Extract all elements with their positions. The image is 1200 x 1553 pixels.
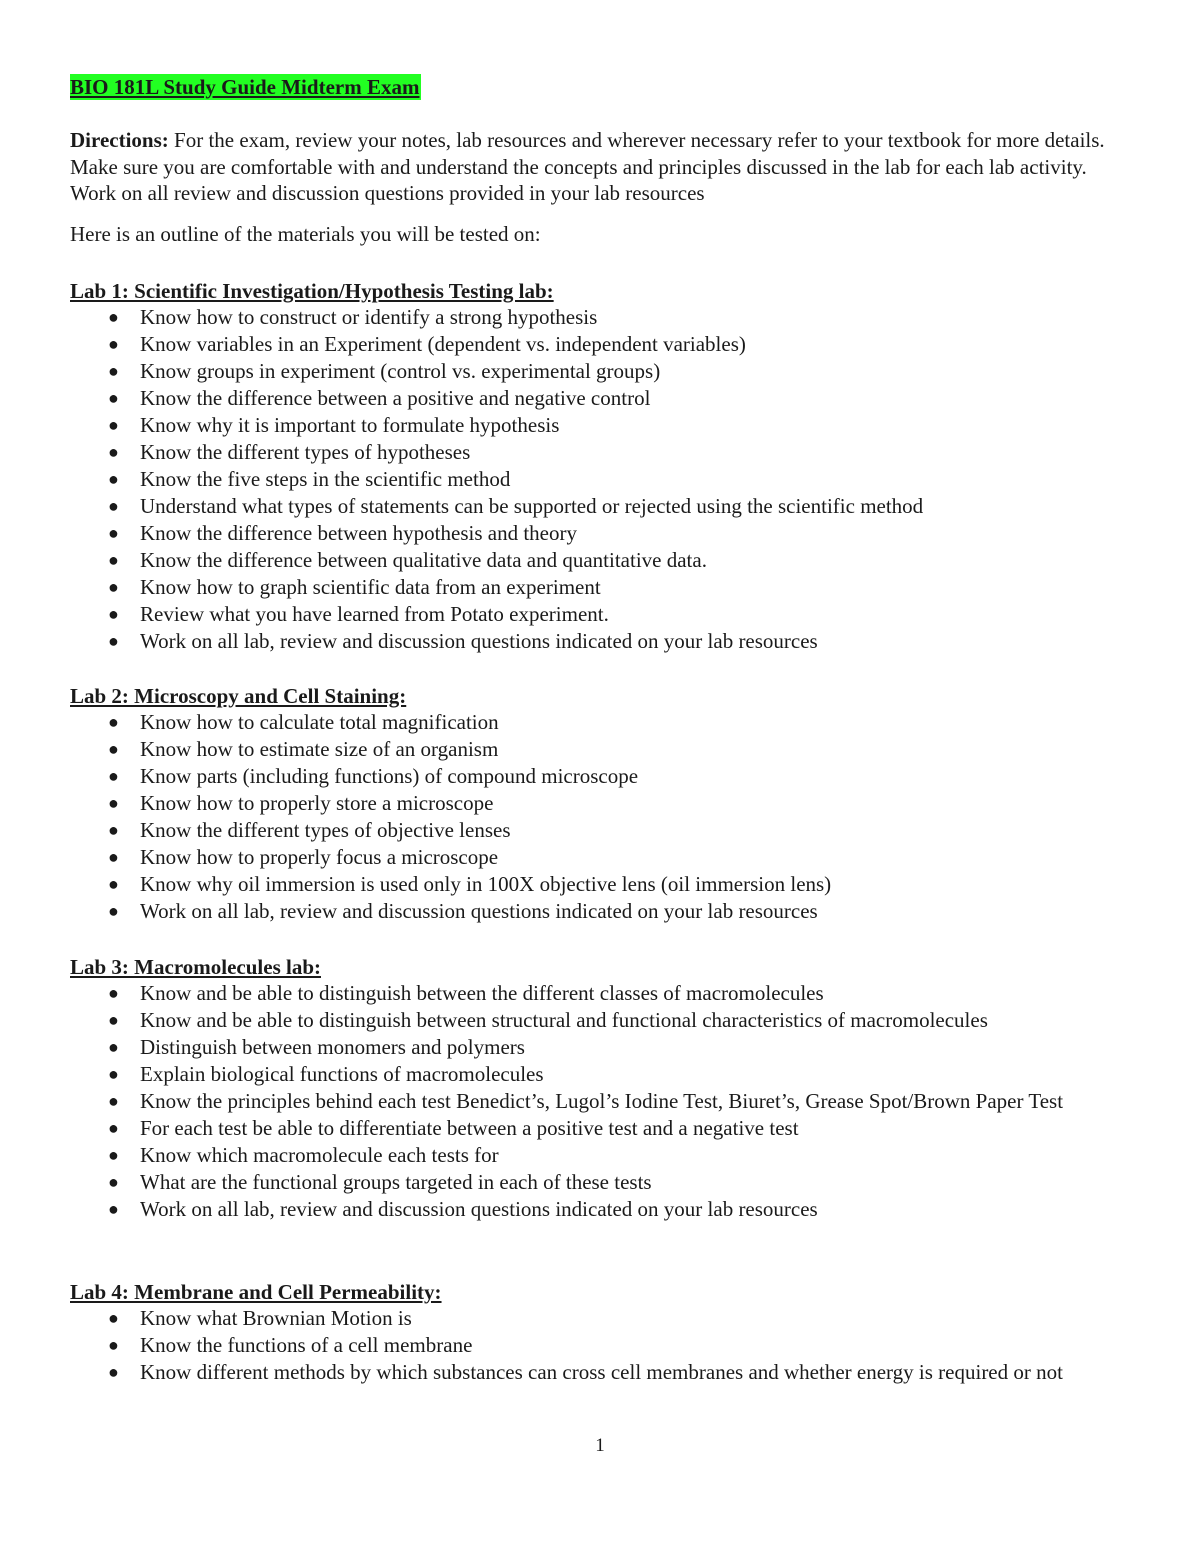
list-item: ● Know the different types of hypotheses — [108, 440, 471, 464]
list-item: ● Know groups in experiment (control vs. experimental groups) — [108, 359, 661, 383]
bullet-icon: ● — [108, 631, 119, 651]
list-item: ● Know the difference between hypothesis and theory — [108, 521, 577, 545]
section-heading: Lab 3: Macromolecules lab: — [70, 955, 321, 979]
directions-paragraph — [70, 127, 1130, 207]
list-item: ● Know which macromolecule each tests for — [108, 1143, 499, 1167]
bullet-icon: ● — [108, 1199, 119, 1219]
bullet-icon: ● — [108, 1037, 119, 1057]
bullet-icon: ● — [108, 1091, 119, 1111]
bullet-icon: ● — [108, 1064, 119, 1084]
list-item: ● Know the different types of objective lenses — [108, 818, 511, 842]
bullet-icon: ● — [108, 496, 119, 516]
list-item: ● Know how to graph scientific data from an experiment — [108, 575, 601, 599]
page-number: 1 — [595, 1435, 605, 1456]
bullet-icon: ● — [108, 1172, 119, 1192]
bullet-icon: ● — [108, 550, 119, 570]
section-heading: Lab 2: Microscopy and Cell Staining: — [70, 684, 407, 708]
bullet-icon: ● — [108, 604, 119, 624]
list-item: ● Know why it is important to formulate hypothesis — [108, 413, 560, 437]
bullet-list — [70, 1305, 1140, 1386]
list-item: ● Know how to estimate size of an organism — [108, 737, 499, 761]
list-item: ● Know how to calculate total magnification — [108, 710, 499, 734]
bullet-icon: ● — [108, 820, 119, 840]
list-item: ● Work on all lab, review and discussion questions indicated on your lab resources — [108, 629, 818, 653]
bullet-icon: ● — [108, 415, 119, 435]
section-heading: Lab 1: Scientific Investigation/Hypothesis Testing lab: — [70, 279, 554, 303]
bullet-icon: ● — [108, 1335, 119, 1355]
bullet-icon: ● — [108, 983, 119, 1003]
bullet-icon: ● — [108, 712, 119, 732]
list-item: ● Distinguish between monomers and polymers — [108, 1035, 525, 1059]
bullet-list — [70, 304, 1140, 655]
list-item: ● What are the functional groups targeted in each of these tests — [108, 1170, 652, 1194]
list-item: ● Know different methods by which substances can cross cell membranes and whether energy is required or not — [108, 1360, 1063, 1384]
bullet-icon: ● — [108, 442, 119, 462]
directions-label: Directions: — [70, 128, 169, 152]
bullet-icon: ● — [108, 874, 119, 894]
list-item: ● Know variables in an Experiment (dependent vs. independent variables) — [108, 332, 746, 356]
section-lab-4 — [70, 1279, 1140, 1386]
bullet-icon: ● — [108, 793, 119, 813]
bullet-icon: ● — [108, 388, 119, 408]
list-item: ● Work on all lab, review and discussion questions indicated on your lab resources — [108, 899, 818, 923]
list-item: ● Know how to properly store a microscope — [108, 791, 494, 815]
bullet-icon: ● — [108, 1145, 119, 1165]
bullet-icon: ● — [108, 1010, 119, 1030]
bullet-list — [70, 980, 1140, 1223]
section-lab-2 — [70, 683, 1140, 925]
bullet-icon: ● — [108, 523, 119, 543]
bullet-icon: ● — [108, 766, 119, 786]
list-item: ● Explain biological functions of macromolecules — [108, 1062, 544, 1086]
bullet-icon: ● — [108, 739, 119, 759]
bullet-icon: ● — [108, 334, 119, 354]
section-lab-1 — [70, 278, 1140, 655]
bullet-icon: ● — [108, 1118, 119, 1138]
list-item: ● Know the functions of a cell membrane — [108, 1333, 473, 1357]
section-heading: Lab 4: Membrane and Cell Permeability: — [70, 1280, 442, 1304]
bullet-icon: ● — [108, 361, 119, 381]
bullet-icon: ● — [108, 1308, 119, 1328]
list-item: ● Know the difference between qualitative data and quantitative data. — [108, 548, 707, 572]
bullet-icon: ● — [108, 307, 119, 327]
list-item: ● Know and be able to distinguish between structural and functional characteristics of macromolecules — [108, 1008, 988, 1032]
bullet-icon: ● — [108, 469, 119, 489]
list-item: ● Know the five steps in the scientific method — [108, 467, 511, 491]
bullet-icon: ● — [108, 1362, 119, 1382]
page-title: BIO 181L Study Guide Midterm Exam — [70, 75, 420, 99]
list-item: ● Know how to properly focus a microscope — [108, 845, 499, 869]
list-item: ● Know what Brownian Motion is — [108, 1306, 412, 1330]
list-item: ● Review what you have learned from Potato experiment. — [108, 602, 609, 626]
list-item: ● For each test be able to differentiate between a positive test and a negative test — [108, 1116, 799, 1140]
list-item: ● Know and be able to distinguish between the different classes of macromolecules — [108, 981, 824, 1005]
list-item: ● Know the difference between a positive and negative control — [108, 386, 651, 410]
bullet-list — [70, 709, 1140, 925]
bullet-icon: ● — [108, 901, 119, 921]
list-item: ● Know the principles behind each test Benedict’s, Lugol’s Iodine Test, Biuret’s, Grease Spot/Brown Paper Test — [108, 1089, 1064, 1113]
list-item: ● Know parts (including functions) of compound microscope — [108, 764, 639, 788]
bullet-icon: ● — [108, 847, 119, 867]
outline-intro: Here is an outline of the materials you will be tested on: — [70, 222, 541, 246]
section-lab-3 — [70, 954, 1140, 1223]
directions-text: For the exam, review your notes, lab resources and wherever necessary refer to your textbook for more details. Make sure you are comfortable with and understand the concepts and principles discussed in the lab for each lab activity. Work on all review and discussion questions provided in your lab resources — [70, 128, 1105, 205]
list-item: ● Know why oil immersion is used only in 100X objective lens (oil immersion lens) — [108, 872, 832, 896]
list-item: ● Know how to construct or identify a strong hypothesis — [108, 305, 598, 329]
bullet-icon: ● — [108, 577, 119, 597]
list-item: ● Understand what types of statements can be supported or rejected using the scientific method — [108, 494, 924, 518]
list-item: ● Work on all lab, review and discussion questions indicated on your lab resources — [108, 1197, 818, 1221]
